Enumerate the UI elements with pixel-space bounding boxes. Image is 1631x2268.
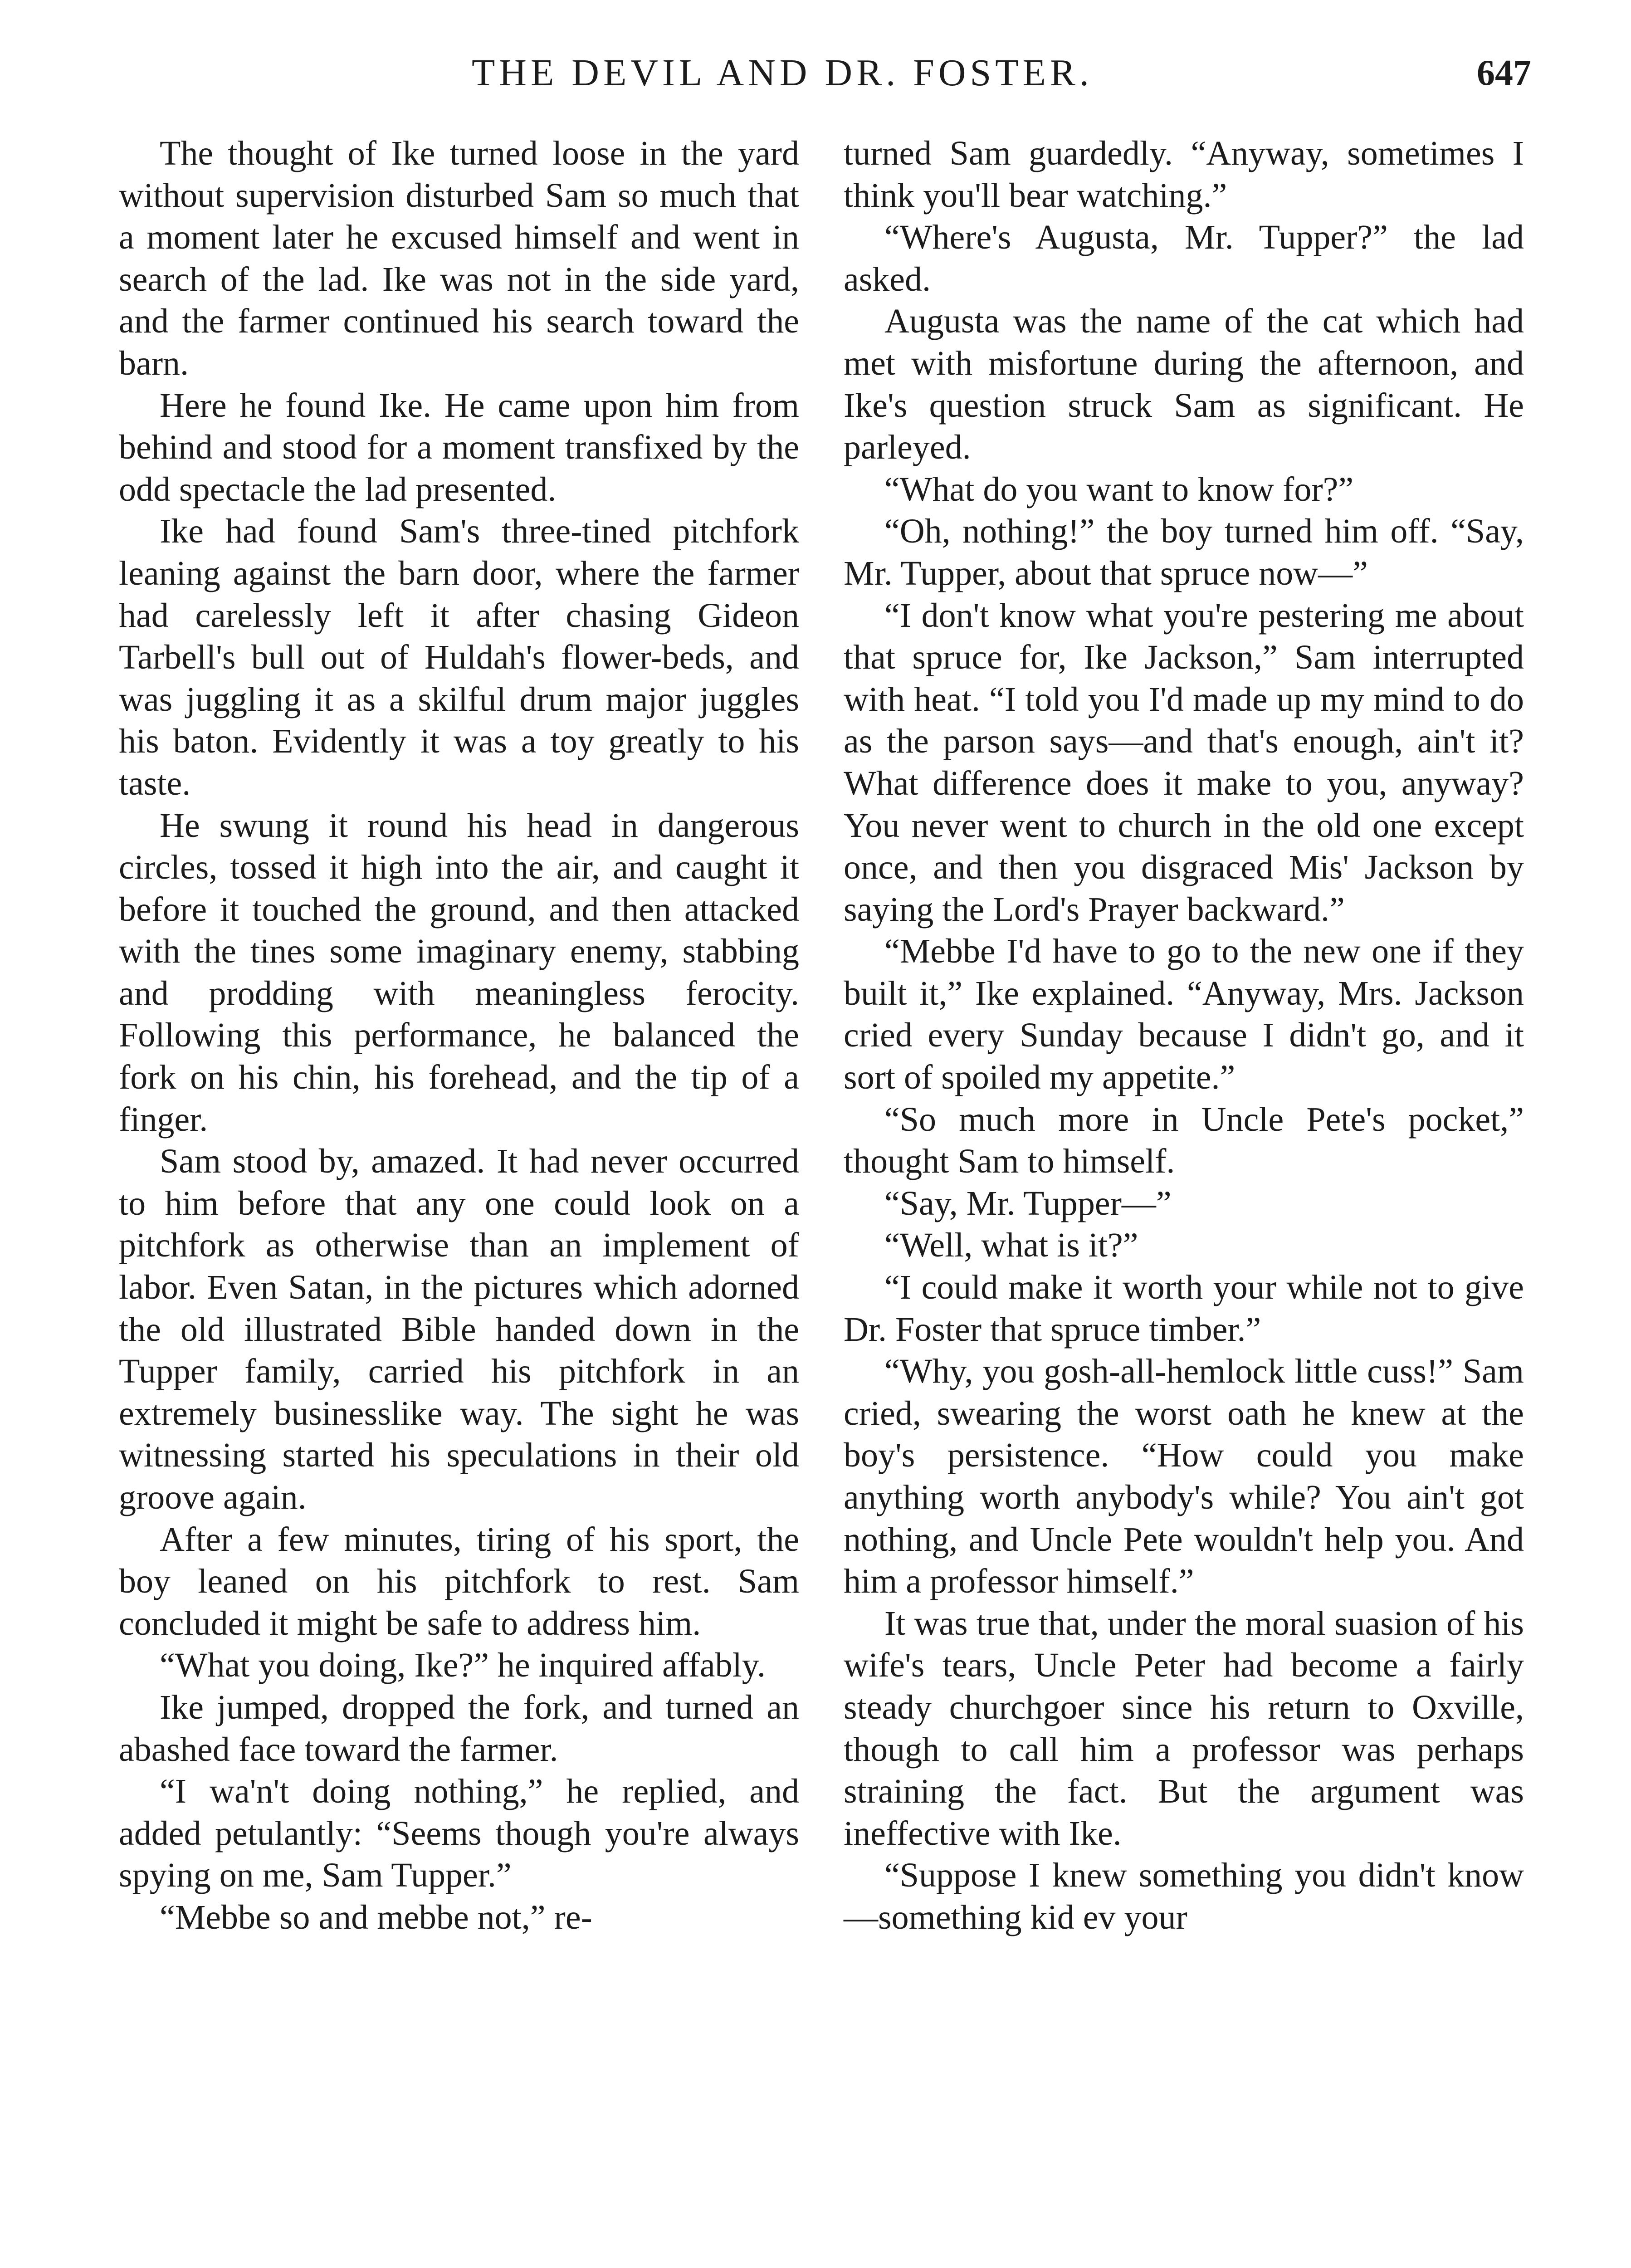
page-number: 647 — [1477, 53, 1531, 93]
paragraph: Ike had found Sam's three-tined pitchfork leaning against the barn door, where the farmer had carelessly left it after chasing Gideon Tarbell's bull out of Huldah's flower-beds, and was juggling it as a skilful drum major juggles his baton. Evidently it was a toy greatly to his taste. — [119, 512, 799, 802]
paragraph: The thought of Ike turned loose in the yard without supervision disturbed Sam so much that a moment later he excused himself and went in search of the lad. Ike was not in the side yard, and the farmer continued his search toward the barn. — [119, 134, 799, 382]
paragraph: “Say, Mr. Tupper—” — [884, 1184, 1172, 1222]
paragraph: “I don't know what you're pestering me about that spruce for, Ike Jackson,” Sam interrupted with heat. “I told you I'd made up my mind to do as the parson says—and that's enough, ain't it? What difference does it make to you, anyway? You never went to church in the old one except once, and then you disgraced Mis' Jackson by saying the Lord's Prayer backward.” — [844, 596, 1524, 929]
paragraph: He swung it round his head in dangerous circles, tossed it high into the air, and caught it before it touched the ground, and then attacked with the tines some imaginary enemy, stabbing and prodding with meaningless ferocity. Following this performance, he balanced the fork on his chin, his forehead, and the tip of a finger. — [119, 806, 799, 1139]
paragraph: Here he found Ike. He came upon him from behind and stood for a moment transfixed by the odd spectacle the lad presented. — [119, 386, 799, 508]
paragraph: Sam stood by, amazed. It had never occurred to him before that any one could look on a pitchfork as otherwise than an implement of labor. Even Satan, in the pictures which adorned the old illustrated Bible handed down in the Tupper family, carried his pitchfork in an extremely businesslike way. The sight he was witnessing started his speculations in their old groove again. — [119, 1142, 799, 1516]
paragraph: “Oh, nothing!” the boy turned him off. “Say, Mr. Tupper, about that spruce now—” — [844, 512, 1524, 592]
paragraph: “I wa'n't doing nothing,” he replied, and added petulantly: “Seems though you're always spying on me, Sam Tupper.” — [119, 1772, 799, 1895]
page-header — [0, 44, 1631, 103]
paragraph: “Mebbe I'd have to go to the new one if they built it,” Ike explained. “Anyway, Mrs. Jackson cried every Sunday because I didn't go, and it sort of spoiled my appetite.” — [844, 932, 1524, 1097]
paragraph: Augusta was the name of the cat which had met with misfortune during the afternoon, and Ike's question struck Sam as significant. He parleyed. — [844, 302, 1524, 467]
paragraph: turned Sam guardedly. “Anyway, sometimes I think you'll bear watching.” — [844, 134, 1524, 215]
paragraph: “Mebbe so and mebbe not,” re- — [160, 1898, 592, 1936]
paragraph: “Where's Augusta, Mr. Tupper?” the lad asked. — [844, 218, 1524, 298]
paragraph: It was true that, under the moral suasion of his wife's tears, Uncle Peter had become a fairly steady churchgoer since his return to Oxville, though to call him a professor was perhaps straining the fact. But the argument was ineffective with Ike. — [844, 1604, 1524, 1853]
paragraph: “What do you want to know for?” — [884, 470, 1354, 508]
paragraph: “What you doing, Ike?” he inquired affably. — [160, 1646, 766, 1685]
paragraph: “Well, what is it?” — [884, 1226, 1138, 1265]
paragraph: Ike jumped, dropped the fork, and turned an abashed face toward the farmer. — [119, 1688, 799, 1769]
paragraph: “Why, you gosh-all-hemlock little cuss!” Sam cried, swearing the worst oath he knew at the boy's persistence. “How could you make anything worth anybody's while? You ain't got nothing, and Uncle Pete wouldn't help you. And him a professor himself.” — [844, 1352, 1524, 1601]
paragraph: “So much more in Uncle Pete's pocket,” thought Sam to himself. — [844, 1100, 1524, 1181]
left-column — [119, 132, 799, 1939]
right-column — [844, 132, 1524, 1939]
paragraph: After a few minutes, tiring of his sport, the boy leaned on his pitchfork to rest. Sam concluded it might be safe to address him. — [119, 1520, 799, 1642]
running-title: THE DEVIL AND DR. FOSTER. — [472, 52, 1093, 94]
paragraph: “I could make it worth your while not to give Dr. Foster that spruce timber.” — [844, 1268, 1524, 1349]
paragraph: “Suppose I knew something you didn't know—something kid ev your — [844, 1856, 1524, 1936]
